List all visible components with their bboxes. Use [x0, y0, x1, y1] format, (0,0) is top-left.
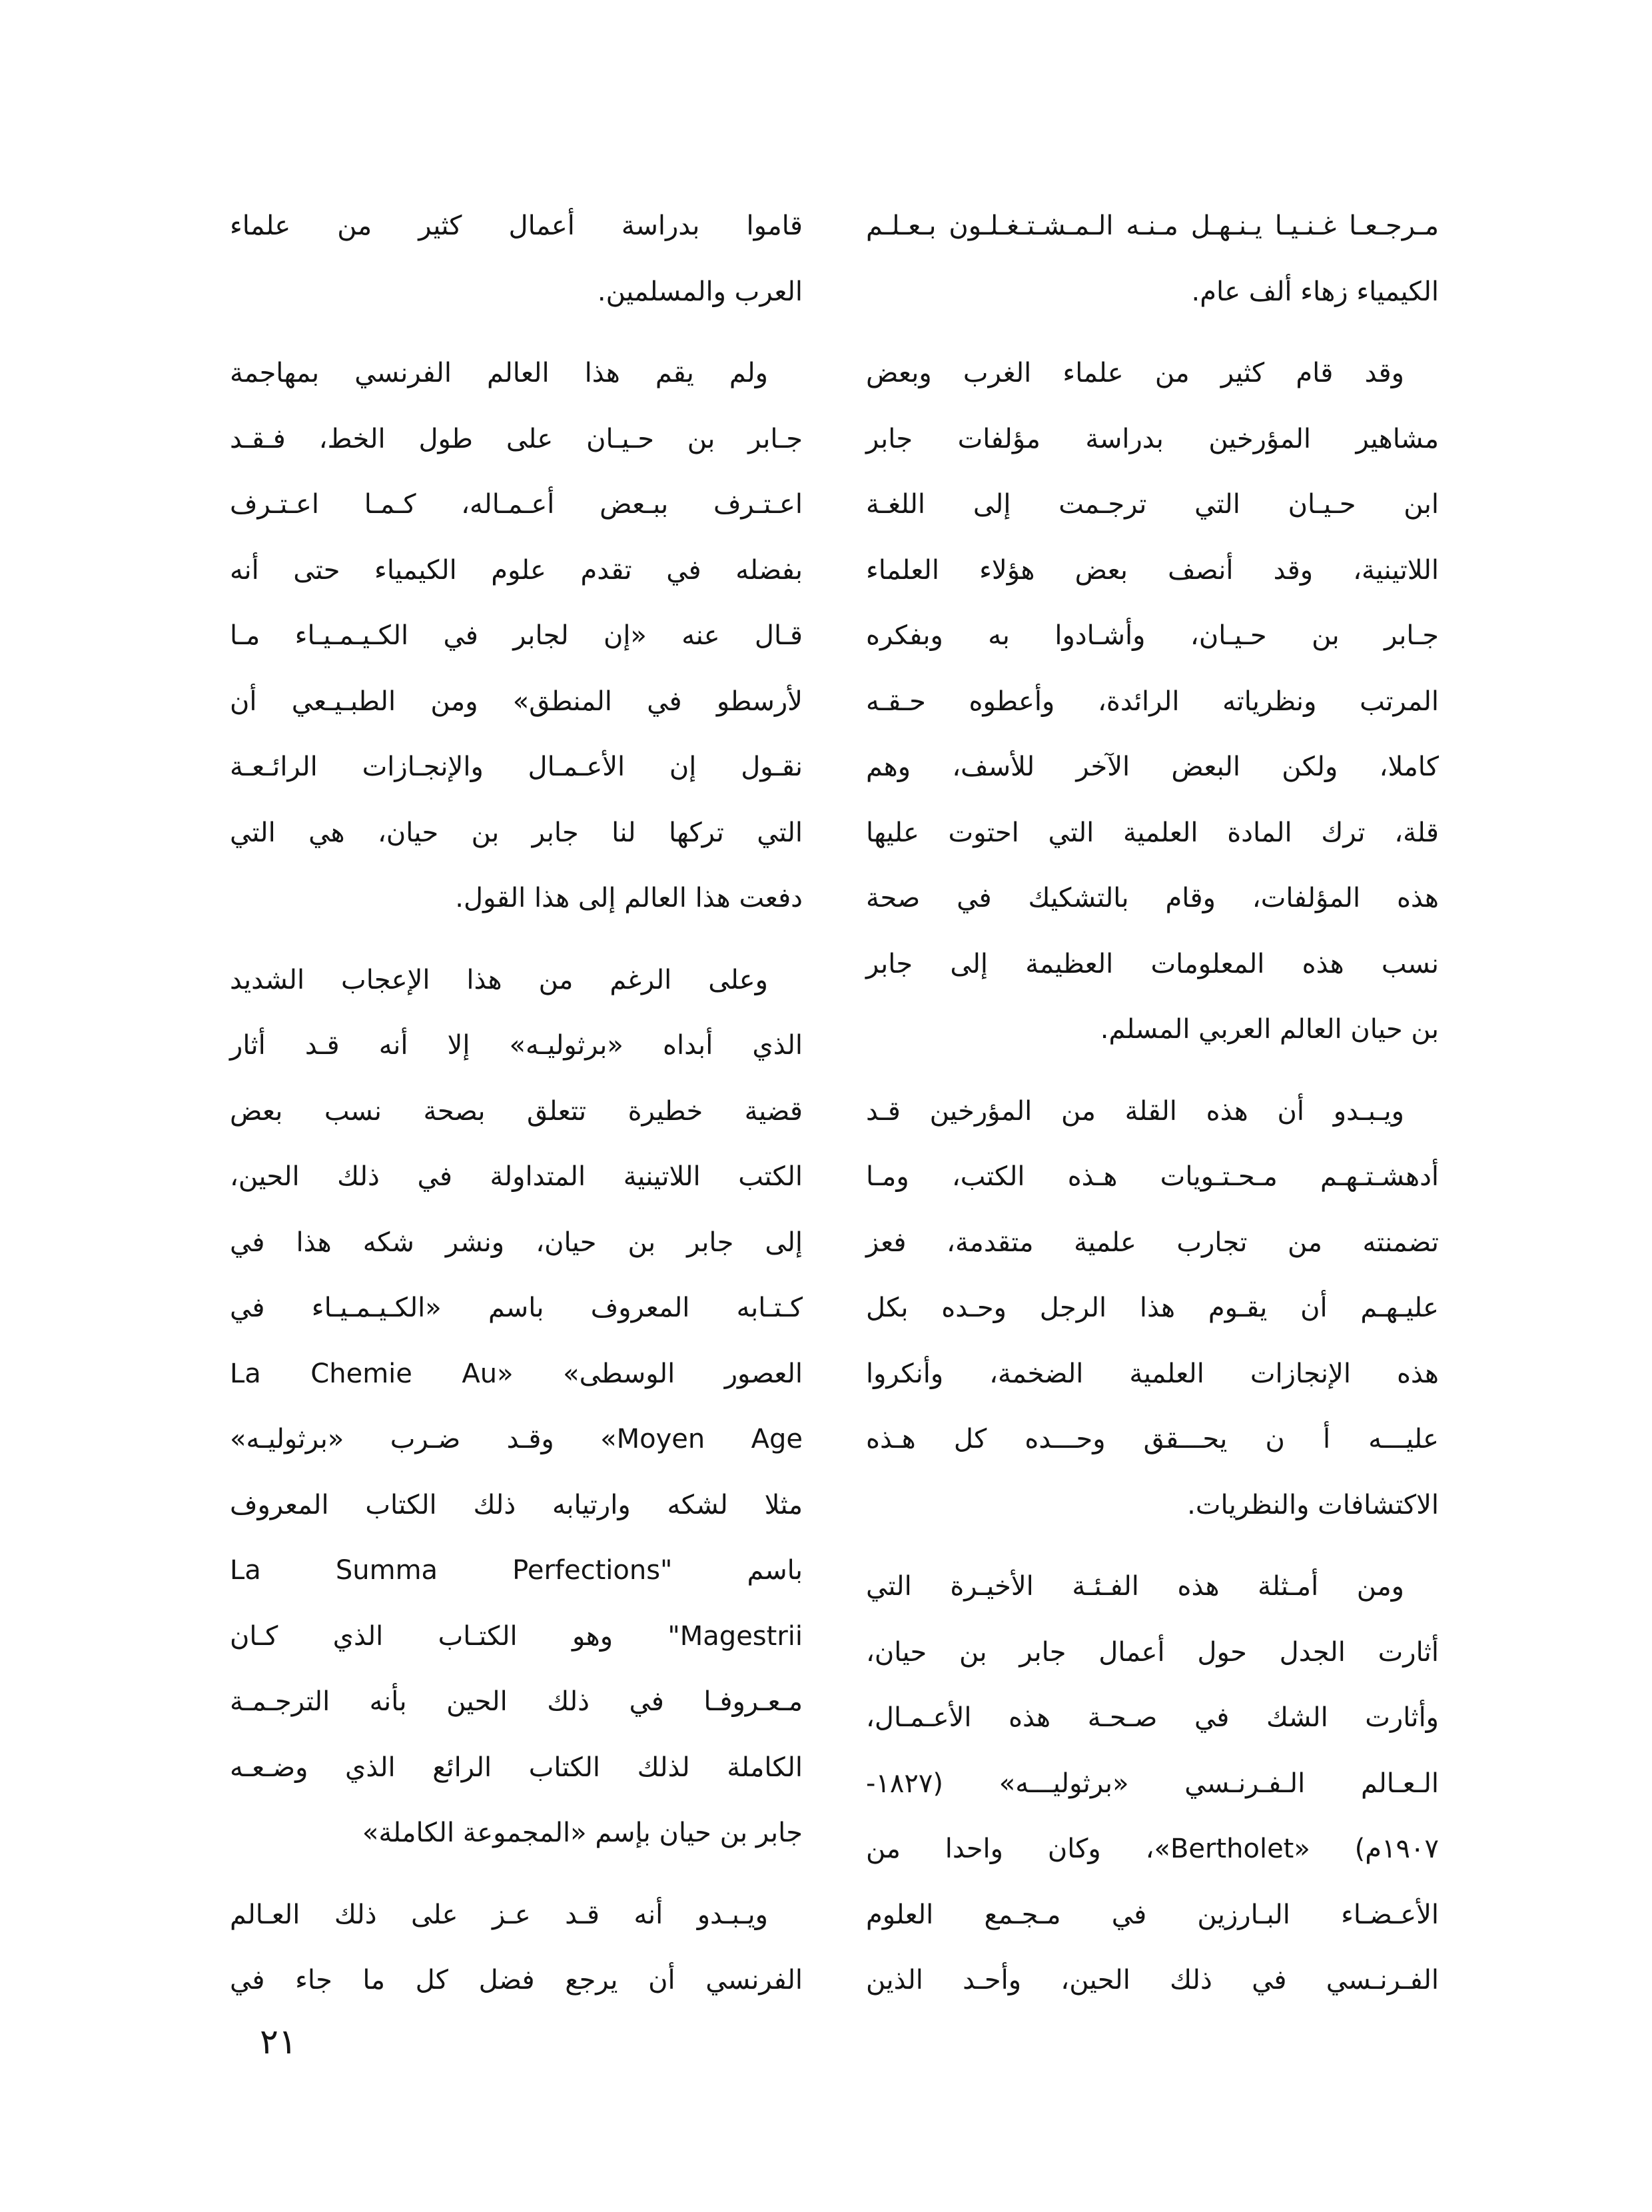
text-line: ولم يقم هذا العالم الفرنسي بمهاجمة: [230, 358, 768, 388]
text-line: ويـبـدو أنه قـد عـز على ذلك العـالم: [230, 1899, 768, 1930]
text-line: الكتب اللاتينية المتداولة في ذلك الحين،: [230, 1161, 803, 1192]
paragraph: [866, 340, 1439, 1063]
text-line: نقـول إن الأعـمـال والإنجـازات الرائـعـة: [230, 752, 803, 782]
text-line: جـابر بن حـيـان على طول الخط، فـقـد: [230, 423, 803, 454]
paragraph: [866, 1554, 1439, 2013]
text-line: الأعـضـاء البـارزين في مـجـمع العلوم: [866, 1899, 1439, 1930]
right-text-column: [866, 193, 1439, 2029]
page-number: ٢١: [260, 2022, 297, 2062]
text-line: بفضله في تقدم علوم الكيمياء حتى أنه: [230, 554, 803, 586]
text-line: قلة، ترك المادة العلمية التي احتوت عليها: [866, 817, 1439, 848]
text-line: اعـتـرف ببـعض أعـمـاله، كـمـا اعـتـرف: [230, 489, 803, 520]
text-line: قضية خطيرة تتعلق بصحة نسب بعض: [230, 1095, 803, 1127]
text-line: قـال عنه «إن لجابر في الكـيـمـيـاء مـا: [230, 620, 803, 651]
text-line: Magestrii" وهو الكتـاب الذي كـان: [230, 1620, 803, 1652]
text-line: بن حيان العالم العربي المسلم.: [1100, 1014, 1439, 1045]
text-line: ويـبـدو أن هذه القلة من المؤرخين قـد: [866, 1095, 1404, 1127]
text-line: أثارت الجدل حول أعمال جابر بن حيان،: [866, 1636, 1439, 1668]
text-line: أدهشـتـهـم مـحـتـويات هـذه الكتب، ومـا: [866, 1161, 1439, 1192]
text-line: نسب هذه المعلومات العظيمة إلى جابر: [866, 948, 1439, 979]
text-line: اللاتينية، وقد أنصف بعض هؤلاء العلماء: [866, 554, 1439, 586]
text-line: الفـرنـسي في ذلك الحين، وأحـد الذين: [866, 1965, 1439, 1995]
text-line: العرب والمسلمين.: [597, 276, 803, 307]
text-line: وأثارت الشك في صـحـة هذه الأعـمـال،: [866, 1702, 1439, 1733]
text-line: كاملا، ولكن البعض الآخر للأسف، وهم: [866, 752, 1439, 782]
paragraph: [866, 193, 1439, 324]
text-line: مشاهير المؤرخين بدراسة مؤلفات جابر: [866, 423, 1439, 454]
text-line: ابن حـيـان التي ترجـمت إلى اللغـة: [866, 489, 1439, 520]
text-line: هذه الإنجازات العلمية الضخمة، وأنكروا: [866, 1358, 1439, 1389]
paragraph: [230, 340, 803, 931]
text-line: الـعـالم الـفـرنـسي «برثوليـــه» (١٨٢٧-: [866, 1768, 1439, 1799]
text-line: إلى جابر بن حيان، ونشر شكه هذا في: [230, 1227, 803, 1258]
text-line: الكاملة لذلك الكتاب الرائع الذي وضـعـه: [230, 1752, 803, 1783]
text-line: كـتـابه المعروف باسم «الكـيـمـيـاء في: [230, 1293, 803, 1323]
paragraph: [230, 193, 803, 324]
text-line: العصور الوسطى» «La Chemie Au: [230, 1358, 803, 1389]
text-line: عليـهـم أن يقـوم هذا الرجل وحـده بكل: [866, 1293, 1439, 1323]
text-line: باسم "La Summa Perfections: [230, 1555, 803, 1586]
text-line: جـابر بن حـيـان، وأشـادوا به وبفكره: [866, 620, 1439, 651]
text-line: دفعت هذا العالم إلى هذا القول.: [455, 883, 803, 913]
text-line: لأرسطو في المنطق» ومن الطبـيـعي أن: [230, 686, 803, 717]
text-line: جابر بن حيان بإسم «المجموعة الكاملة»: [362, 1818, 803, 1848]
text-line: Moyen Age» وقـد ضـرب «برثوليـه»: [230, 1424, 803, 1454]
text-line: هذه المؤلفات، وقام بالتشكيك في صحة: [866, 883, 1439, 913]
text-line: عليـــه أ ن يحـــقق وحـــده كل هـذه: [866, 1424, 1439, 1454]
text-line: تضمنته من تجارب علمية متقدمة، فعز: [866, 1227, 1439, 1258]
left-text-column: [230, 193, 803, 2029]
text-line: الاكتشافات والنظريات.: [1187, 1489, 1439, 1520]
text-line: قاموا بدراسة أعمال كثير من علماء: [230, 211, 803, 241]
text-line: الكيمياء زهاء ألف عام.: [1191, 276, 1439, 307]
paragraph: [866, 1079, 1439, 1538]
text-line: الذي أبداه «برثوليـه» إلا أنه قـد أثار: [230, 1030, 803, 1061]
text-line: ومن أمـثلة هذه الفـئـة الأخيـرة التي: [866, 1571, 1404, 1602]
text-line: التي تركها لنا جابر بن حيان، هي التي: [230, 817, 803, 848]
text-line: وعلى الرغم من هذا الإعجاب الشديد: [230, 964, 768, 995]
text-line: مثلا لشكه وارتيابه ذلك الكتاب المعروف: [230, 1489, 803, 1520]
text-line: مـرجـعـا غـنـيـا يـنـهـل مـنـه الـمـشـتـغـلـون بـعـلـم: [866, 211, 1439, 241]
text-line: الفرنسي أن يرجع فضل كل ما جاء في: [230, 1965, 803, 1995]
paragraph: [230, 1882, 803, 2013]
text-line: ١٩٠٧م) «Bertholet»، وكان واحدا من: [866, 1834, 1439, 1864]
text-line: مـعـروفـا في ذلك الحين بأنه الترجـمـة: [230, 1686, 803, 1717]
paragraph: [230, 947, 803, 1866]
text-line: المرتب ونظرياته الرائدة، وأعطوه حـقـه: [866, 686, 1439, 717]
text-line: وقد قام كثير من علماء الغرب وبعض: [866, 358, 1404, 388]
